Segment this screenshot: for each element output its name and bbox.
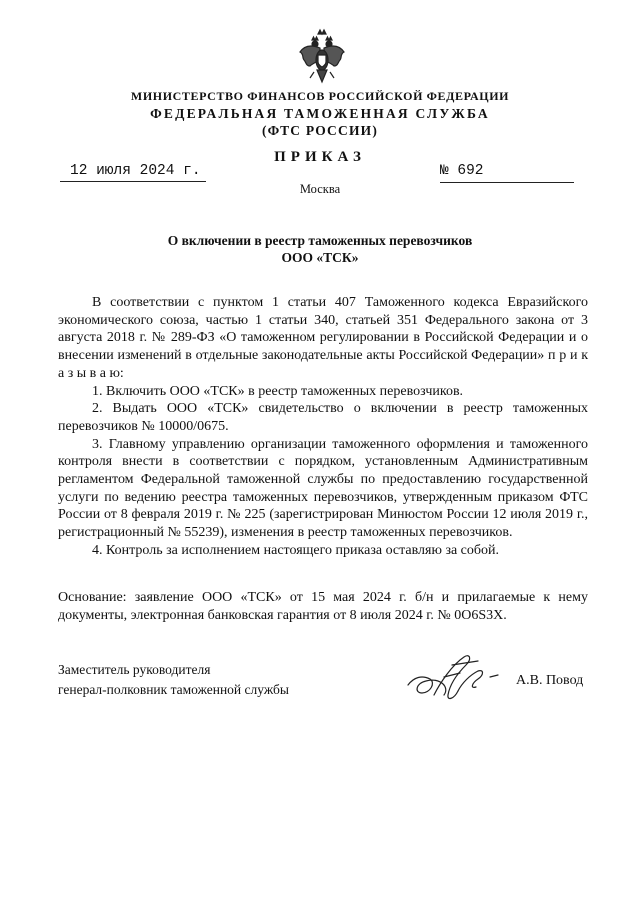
subject-line-1: О включении в реестр таможенных перевозчиков xyxy=(167,233,473,248)
service-name: ФЕДЕРАЛЬНАЯ ТАМОЖЕННАЯ СЛУЖБА xyxy=(150,106,490,121)
signatory-name: А.В. Повод xyxy=(516,673,584,688)
ministry-name: МИНИСТЕРСТВО ФИНАНСОВ РОССИЙСКОЙ ФЕДЕРАЦИИ xyxy=(130,89,510,103)
order-number-value: № 692 xyxy=(440,163,484,179)
order-body xyxy=(58,294,588,560)
order-number xyxy=(440,163,574,183)
signatory-position xyxy=(58,660,289,700)
order-date: 12 июля 2024 г. xyxy=(60,163,206,182)
city-label: Москва xyxy=(299,182,341,196)
subject-line-2: ООО «ТСК» xyxy=(281,250,359,265)
handwritten-signature-icon xyxy=(400,647,510,707)
document-type-title: ПРИКАЗ xyxy=(274,149,366,165)
order-item-3: 3. Главному управлению организации таможенного оформления и таможенного контроля внести в соответствии с порядком, установленным Административным регламентом Федеральной таможенной службы по предоставлению государственной услуги по ведению реестра таможенных перевозчиков, утвержденным приказом ФТС России от 8 февраля 2019 г. № 225 (зарегистрирован Минюстом России 12 июля 2019 г., регистрационный № 55239), изменения в реестр таможенных перевозчиков. xyxy=(58,436,588,541)
order-item-1: 1. Включить ООО «ТСК» в реестр таможенных перевозчиков. xyxy=(92,383,464,399)
signatory-position-line-1: Заместитель руководителя xyxy=(58,662,211,677)
service-short-name: (ФТС РОССИИ) xyxy=(261,123,379,138)
order-item-2: 2. Выдать ООО «ТСК» свидетельство о включении в реестр таможенных перевозчиков № 10000/0675. xyxy=(58,401,588,434)
signatory-position-line-2: генерал-полковник таможенной службы xyxy=(58,682,289,697)
russian-double-headed-eagle-icon xyxy=(298,28,346,84)
intro-paragraph: В соответствии с пунктом 1 статьи 407 Таможенного кодекса Евразийского экономического союза, частью 1 статьи 340, статьей 351 Федерального закона от 3 августа 2018 г. № 289-ФЗ «О таможенном регулировании в Российской Федерации и о внесении изменений в отдельные законодательные акты Российской Федерации» п р и к а з ы в а ю: xyxy=(58,295,588,381)
basis-paragraph: Основание: заявление ООО «ТСК» от 15 мая 2024 г. б/н и прилагаемые к нему документы, электронная банковская гарантия от 8 июля 2024 г. № 0О6S3X. xyxy=(58,590,588,623)
order-item-4: 4. Контроль за исполнением настоящего приказа оставляю за собой. xyxy=(92,542,500,558)
